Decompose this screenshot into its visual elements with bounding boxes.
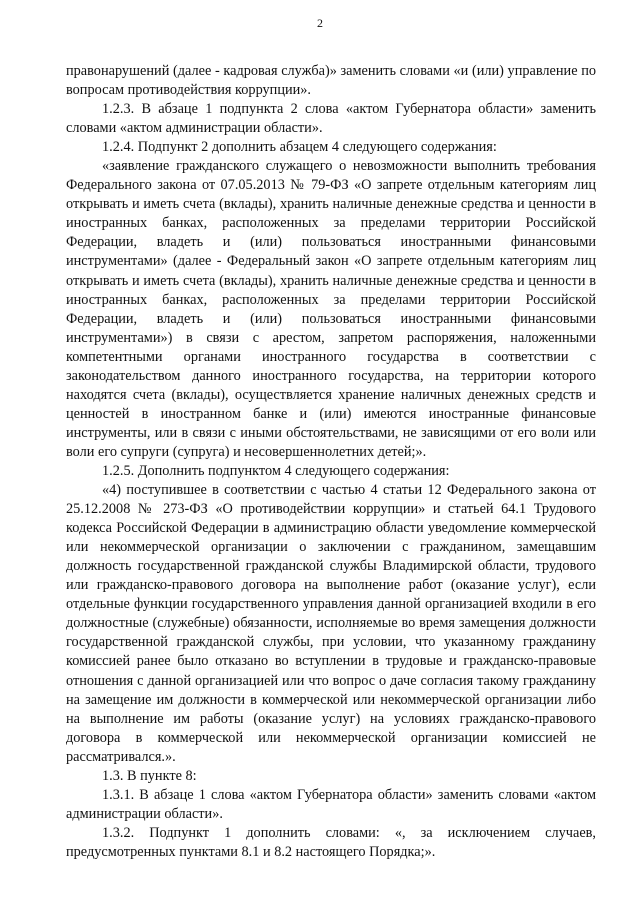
page-number: 2 xyxy=(317,16,323,30)
paragraph-1-3-1: 1.3.1. В абзаце 1 слова «актом Губернатора области» заменить словами «актом администрации области». xyxy=(66,786,596,822)
paragraph-1-3: 1.3. В пункте 8: xyxy=(102,767,197,784)
paragraph-quote-item-4: «4) поступившее в соответствии с частью 4 статьи 12 Федерального закона от 25.12.2008 № 273-ФЗ «О противодействии коррупции» и статьей 64.1 Трудового кодекса Российской Федерации в администрацию области уведомление коммерческой или некоммерческой организации о заключении с гражданином, замещавшим должность государственной гражданской службы Владимирской области, трудового или гражданско-правового договора на выполнение работ (оказание услуг), если отдельные функции государственного управления данной организацией входили в его должностные (служебные) обязанности, исполняемые во время замещения должности государственной гражданской службы, при условии, что указанному гражданину комиссией ранее было отказано во вступлении в трудовые и гражданско-правовые отношения с данной организацией или что вопрос о даче согласия такому гражданину на замещение им должности в коммерческой или некоммерческой организации либо на выполнение им работы (оказание услуг) на условиях гражданско-правового договора в коммерческой или некоммерческой организации комиссией не рассматривался.». xyxy=(66,482,596,765)
paragraph-1-2-3: 1.2.3. В абзаце 1 подпункта 2 слова «актом Губернатора области» заменить словами «актом администрации области». xyxy=(66,101,596,137)
paragraph-1-3-2: 1.3.2. Подпункт 1 дополнить словами: «, за исключением случаев, предусмотренных пунктами 8.1 и 8.2 настоящего Порядка;». xyxy=(66,824,596,860)
document-body xyxy=(66,62,596,862)
paragraph-quote-statement: «заявление гражданского служащего о невозможности выполнить требования Федерального закона от 07.05.2013 № 79-ФЗ «О запрете отдельным категориям лиц открывать и иметь счета (вклады), хранить наличные денежные средства и ценности в иностранных банках, расположенных за пределами территории Российской Федерации, владеть и (или) пользоваться иностранными финансовыми инструментами» (далее - Федеральный закон «О запрете отдельным категориям лиц открывать и иметь счета (вклады), хранить наличные денежные средства и ценности в иностранных банках, расположенных за пределами территории Российской Федерации, владеть и (или) пользоваться иностранными финансовыми инструментами») в связи с арестом, запретом распоряжения, наложенными компетентными органами иностранного государства в соответствии с законодательством данного иностранного государства, на территории которого находятся счета (вклады), осуществляется хранение наличных денежных средств и ценностей в иностранном банке и (или) имеются иностранные финансовые инструменты, или в связи с иными обстоятельствами, не зависящими от его воли или воли его супруги (супруга) и несовершеннолетних детей;». xyxy=(66,158,596,460)
paragraph-1-2-5: 1.2.5. Дополнить подпунктом 4 следующего содержания: xyxy=(102,462,450,479)
paragraph-1-2-4: 1.2.4. Подпункт 2 дополнить абзацем 4 следующего содержания: xyxy=(102,139,497,156)
paragraph-continuation: правонарушений (далее - кадровая служба)» заменить словами «и (или) управление по вопросам противодействия коррупции». xyxy=(66,63,596,99)
